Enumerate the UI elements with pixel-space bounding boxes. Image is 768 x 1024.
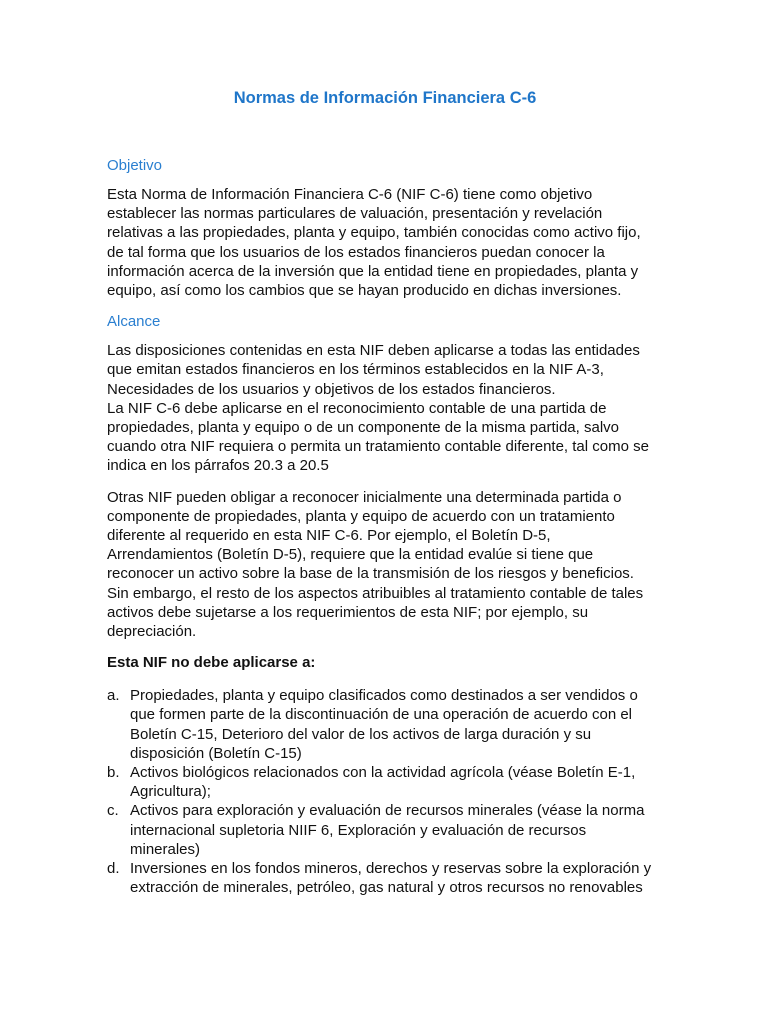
text-line: componente de propiedades, planta y equipo de acuerdo con un tratamiento [107, 507, 615, 525]
text-line: disposición (Boletín C-15) [130, 744, 302, 762]
paragraph-alcance-2 [107, 488, 663, 642]
text-line: información acerca de la inversión que la entidad tiene en propiedades, planta y [107, 262, 639, 280]
document-page [107, 88, 663, 898]
text-line: indica en los párrafos 20.3 a 20.5 [107, 457, 329, 475]
exclusions-list [107, 686, 663, 897]
text-line: reconocer un activo sobre la base de la transmisión de los riesgos y beneficios. [107, 565, 634, 583]
text-line: Boletín C-15, Deterioro del valor de los activos de larga duración y su [130, 725, 592, 743]
text-line: Esta Norma de Información Financiera C-6 (NIF C-6) tiene como objetivo [107, 186, 593, 203]
text-line: Necesidades de los usuarios y objetivos de los estados financieros. [107, 380, 556, 398]
text-line: Sin embargo, el resto de los aspectos atribuibles al tratamiento contable de tales [107, 584, 644, 602]
text-line: activos debe sujetarse a los requerimientos de esta NIF; por ejemplo, su [107, 603, 589, 621]
text-line: que formen parte de la discontinuación de una operación de acuerdo con el [130, 706, 633, 724]
list-item [107, 801, 663, 859]
text-line: extracción de minerales, petróleo, gas natural y otros recursos no renovables [130, 879, 643, 897]
list-item [107, 763, 663, 801]
text-line: depreciación. [107, 623, 197, 641]
text-line: Arrendamientos (Boletín D-5), requiere que la entidad evalúe si tiene que [107, 546, 594, 564]
text-line: relativas a las propiedades, planta y equipo, también conocidas como activo fijo, [107, 224, 641, 242]
text-line: Propiedades, planta y equipo clasificados como destinados a ser vendidos o [130, 687, 638, 705]
text-line: diferente al requerido en esta NIF C-6. Por ejemplo, el Boletín D-5, [107, 527, 551, 545]
exclusions-heading: Esta NIF no debe aplicarse a: [107, 654, 316, 672]
text-line: Activos biológicos relacionados con la actividad agrícola (véase Boletín E-1, [130, 764, 636, 782]
text-line: minerales) [130, 840, 201, 858]
text-line: establecer las normas particulares de valuación, presentación y revelación [107, 205, 603, 223]
text-line: internacional supletoria NIIF 6, Exploración y evaluación de recursos [130, 821, 587, 839]
list-marker: c. [107, 802, 119, 820]
text-line: La NIF C-6 debe aplicarse en el reconocimiento contable de una partida de [107, 399, 607, 417]
text-line: Activos para exploración y evaluación de recursos minerales (véase la norma [130, 802, 645, 820]
text-line: Inversiones en los fondos mineros, derechos y reservas sobre la exploración y [130, 860, 652, 878]
section-heading-alcance: Alcance [107, 313, 161, 331]
text-line: de tal forma que los usuarios de los estados financieros puedan conocer la [107, 243, 605, 261]
list-marker: b. [107, 764, 120, 782]
paragraph-objetivo [107, 185, 663, 300]
list-marker: a. [107, 687, 120, 705]
text-line: Otras NIF pueden obligar a reconocer inicialmente una determinada partida o [107, 488, 622, 506]
text-line: que emitan estados financieros en los términos establecidos en la NIF A-3, [107, 361, 604, 379]
text-line: Agricultura); [130, 783, 211, 801]
list-marker: d. [107, 860, 120, 878]
list-item [107, 686, 663, 763]
text-line: equipo, así como los cambios que se hayan producido en dichas inversiones. [107, 282, 622, 300]
paragraph-alcance-1 [107, 341, 663, 475]
section-heading-objetivo: Objetivo [107, 157, 163, 174]
text-line: Las disposiciones contenidas en esta NIF deben aplicarse a todas las entidades [107, 342, 640, 360]
text-line: cuando otra NIF requiera o permita un tratamiento contable diferente, tal como se [107, 438, 649, 456]
text-line: propiedades, planta y equipo o de un componente de la misma partida, salvo [107, 419, 619, 437]
document-title: Normas de Información Financiera C-6 [233, 89, 537, 107]
list-item [107, 859, 663, 897]
